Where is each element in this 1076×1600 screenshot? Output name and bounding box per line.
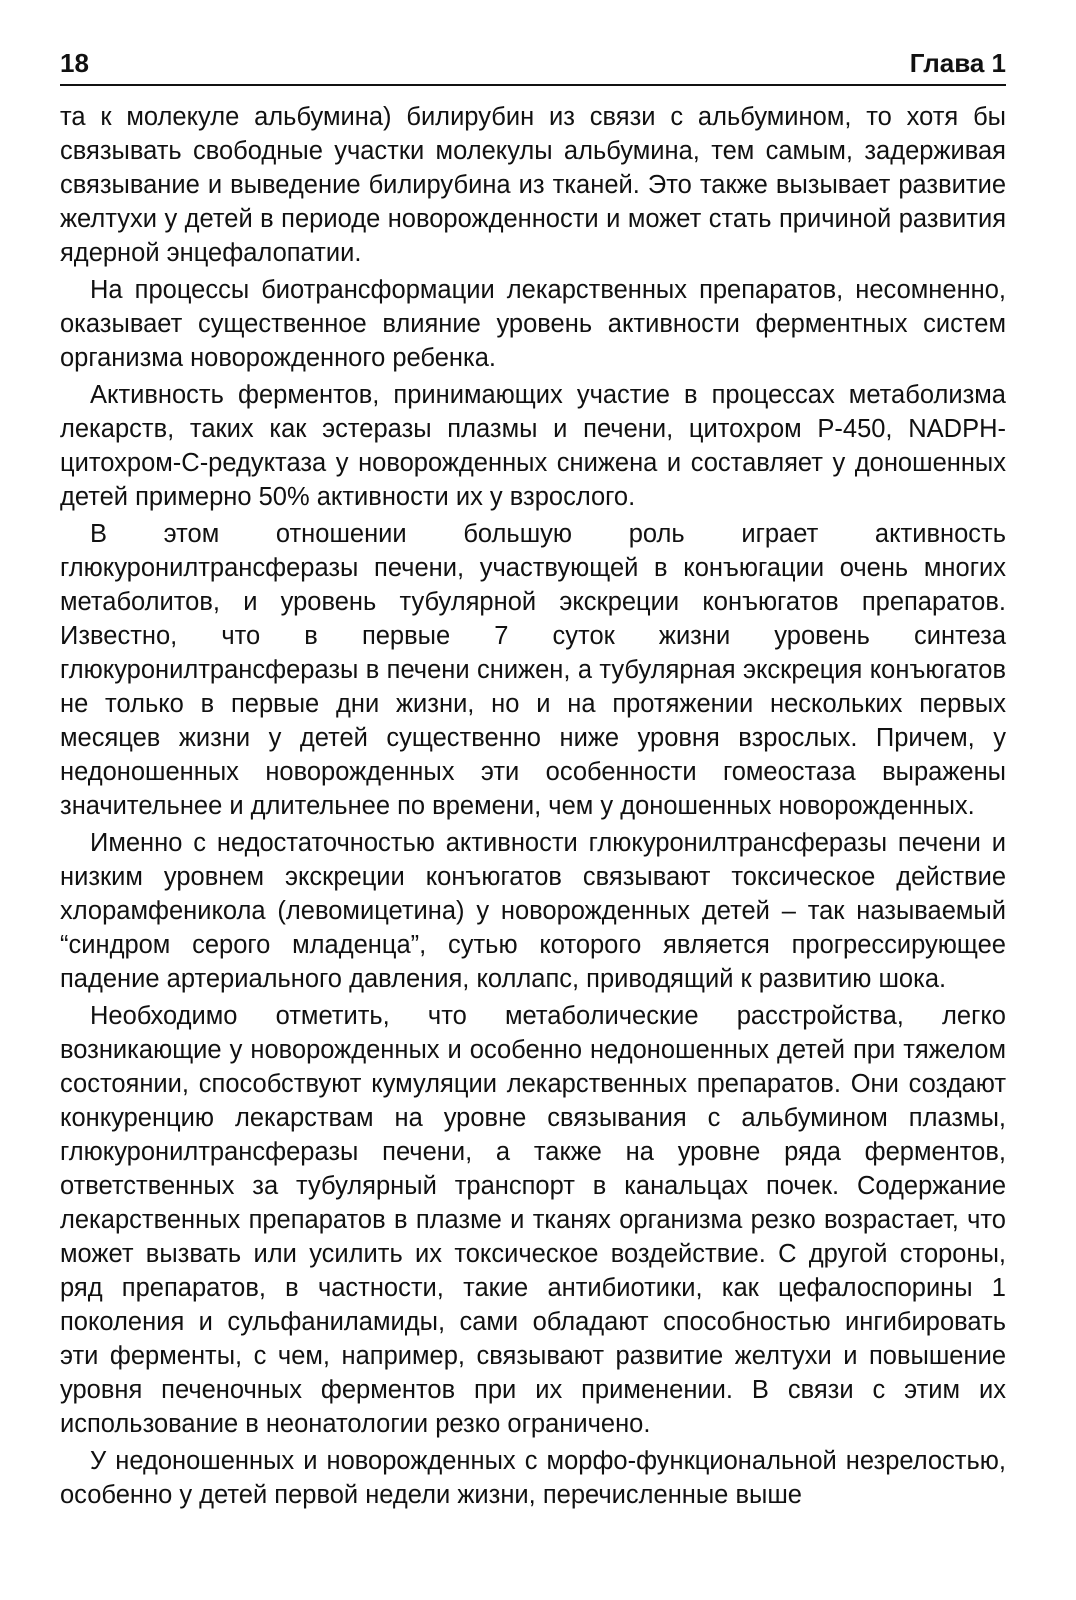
paragraph: На процессы биотрансформации лекарственных препаратов, несомненно, оказывает существенное влияние уровень активности ферментных систем организма новорожденного ребенка. bbox=[60, 276, 1006, 372]
paragraph: Необходимо отметить, что метаболические расстройства, легко возникающие у новорожденных и особенно недоношенных детей при тяжелом состоянии, способствуют кумуляции лекарственных препаратов. Они создают конкуренцию лекарствам на уровне связывания с альбумином плазмы, глюкуронилтрансферазы печени, а также на уровне ряда ферментов, ответственных за тубулярный транспорт в канальцах почек. Содержание лекарственных препаратов в плазме и тканях организма резко возрастает, что может вызвать или усилить их токсическое воздействие. С другой стороны, ряд препаратов, в частности, такие антибиотики, как цефалоспорины 1 поколения и сульфаниламиды, сами обладают способностью ингибировать эти ферменты, с чем, например, связывают развитие желтухи и повышение уровня печеночных ферментов при их применении. В связи с этим их использование в неонатологии резко ограничено. bbox=[60, 1002, 1006, 1438]
paragraph: У недоношенных и новорожденных с морфо-функциональной незрелостью, особенно у детей первой недели жизни, перечисленные выше bbox=[60, 1447, 1006, 1509]
paragraph: Именно с недостаточностью активности глюкуронилтрансферазы печени и низким уровнем экскреции конъюгатов связывают токсическое действие хлорамфеникола (левомицетина) у новорожденных детей – так называемый “синдром серого младенца”, сутью которого является прогрессирующее падение артериального давления, коллапс, приводящий к развитию шока. bbox=[60, 829, 1006, 993]
paragraph: Активность ферментов, принимающих участие в процессах метаболизма лекарств, таких как эстеразы плазмы и печени, цитохром Р-450, NADPH-цитохром-С-редуктаза у новорожденных снижена и составляет у доношенных детей примерно 50% активности их у взрослого. bbox=[60, 381, 1006, 511]
chapter-title: Глава 1 bbox=[909, 48, 1006, 78]
page-number: 18 bbox=[60, 48, 89, 78]
page-header bbox=[60, 46, 1006, 86]
paragraph: В этом отношении большую роль играет активность глюкуронилтрансферазы печени, участвующей в конъюгации очень многих метаболитов, и уровень тубулярной экскреции конъюгатов препаратов. Известно, что в первые 7 суток жизни уровень синтеза глюкуронилтрансферазы в печени снижен, а тубулярная экскреция конъюгатов не только в первые дни жизни, но и на протяжении нескольких первых месяцев жизни у детей существенно ниже уровня взрослых. Причем, у недоношенных новорожденных эти особенности гомеостаза выражены значительнее и длительнее по времени, чем у доношенных новорожденных. bbox=[60, 520, 1006, 820]
paragraph: та к молекуле альбумина) билирубин из связи с альбумином, то хотя бы связывать свободные участки молекулы альбумина, тем самым, задерживая связывание и выведение билирубина из тканей. Это также вызывает развитие желтухи у детей в периоде новорожденности и может стать причиной развития ядерной энцефалопатии. bbox=[60, 103, 1006, 267]
page-body bbox=[60, 100, 1006, 1580]
